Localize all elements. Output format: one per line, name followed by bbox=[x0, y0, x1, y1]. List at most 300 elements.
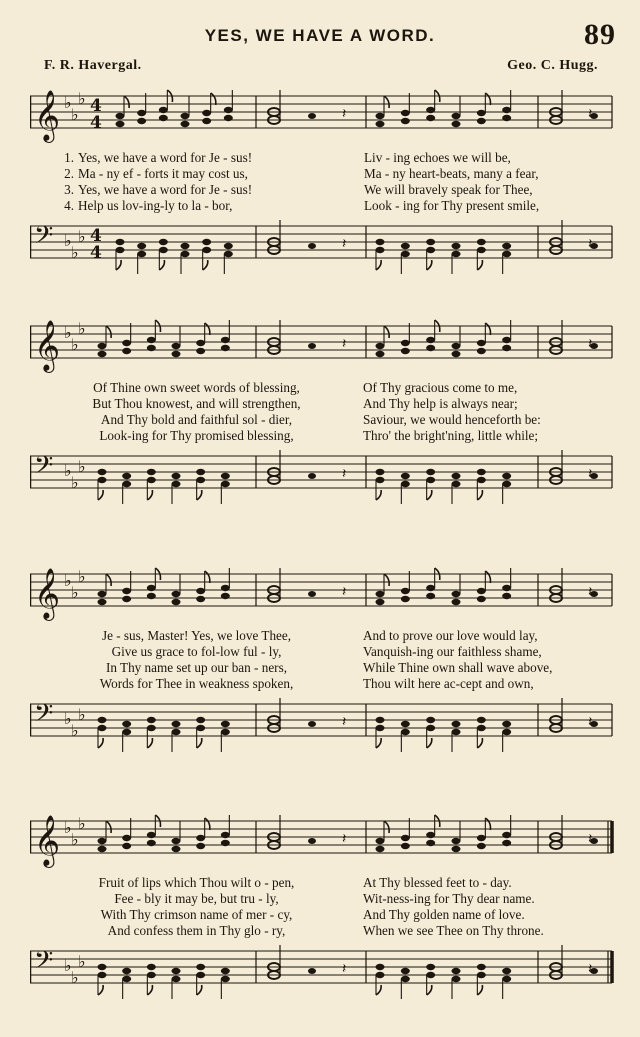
note-head bbox=[98, 469, 107, 475]
note-head bbox=[426, 469, 435, 475]
note-head bbox=[401, 340, 410, 346]
note-flag bbox=[203, 260, 208, 270]
note-head bbox=[196, 717, 205, 723]
note-head bbox=[202, 247, 211, 253]
note-head bbox=[401, 118, 410, 124]
flat-icon: ♭ bbox=[78, 952, 86, 971]
note-head bbox=[221, 729, 230, 735]
note-flag bbox=[124, 96, 129, 108]
lyric-second-half: At Thy blessed feet to - day. bbox=[363, 875, 512, 890]
lyric-line bbox=[30, 166, 616, 182]
flat-icon: ♭ bbox=[71, 473, 79, 492]
note-head bbox=[196, 340, 205, 346]
note-head bbox=[116, 121, 125, 127]
note-flag bbox=[197, 738, 202, 748]
note-flag bbox=[477, 490, 482, 500]
note-head bbox=[502, 337, 511, 343]
note-head bbox=[426, 832, 435, 838]
note-head bbox=[426, 107, 435, 113]
note-head bbox=[159, 107, 168, 113]
flat-icon: ♭ bbox=[78, 457, 86, 476]
note-head bbox=[401, 596, 410, 602]
note-head bbox=[122, 588, 131, 594]
time-signature-bottom: 4 bbox=[90, 113, 102, 133]
note-flag bbox=[116, 260, 121, 270]
note-head bbox=[172, 838, 181, 844]
note-head bbox=[452, 343, 461, 349]
note-head bbox=[221, 976, 230, 982]
rest-icon: 𝄽 bbox=[588, 714, 593, 730]
note-head bbox=[159, 247, 168, 253]
note-flag bbox=[376, 985, 381, 995]
note-flag bbox=[376, 738, 381, 748]
lyric-line bbox=[30, 676, 616, 692]
note-head bbox=[426, 840, 435, 846]
note-head bbox=[376, 838, 385, 844]
lyric-second-half: Vanquish-ing our faithless shame, bbox=[363, 644, 542, 659]
note-head bbox=[426, 477, 435, 483]
note-head bbox=[98, 846, 107, 852]
note-head bbox=[477, 348, 486, 354]
lyric-second-half: And to prove our love would lay, bbox=[363, 628, 538, 643]
note-head bbox=[147, 345, 156, 351]
quarter-note bbox=[308, 243, 316, 249]
lyric-line bbox=[30, 182, 616, 198]
note-head bbox=[477, 843, 486, 849]
verse-number: 1. bbox=[64, 150, 74, 165]
note-head bbox=[147, 832, 156, 838]
note-head bbox=[224, 243, 233, 249]
treble-staff bbox=[30, 566, 616, 626]
note-head bbox=[221, 968, 230, 974]
flat-icon: ♭ bbox=[78, 814, 86, 833]
note-head bbox=[452, 351, 461, 357]
note-head bbox=[116, 113, 125, 119]
lyric-first-half: Give us grace to fol-low ful - ly, bbox=[111, 644, 282, 659]
note-flag bbox=[147, 738, 152, 748]
flat-icon: ♭ bbox=[71, 335, 79, 354]
note-head bbox=[98, 838, 107, 844]
note-head bbox=[147, 469, 156, 475]
note-flag bbox=[205, 323, 210, 335]
note-head bbox=[181, 251, 190, 257]
note-head bbox=[401, 348, 410, 354]
note-head bbox=[452, 243, 461, 249]
flat-icon: ♭ bbox=[64, 231, 72, 250]
note-head bbox=[159, 115, 168, 121]
note-head bbox=[502, 832, 511, 838]
flat-icon: ♭ bbox=[78, 705, 86, 724]
note-head bbox=[477, 469, 486, 475]
note-head bbox=[376, 725, 385, 731]
note-head bbox=[221, 593, 230, 599]
note-head bbox=[172, 481, 181, 487]
note-head bbox=[426, 593, 435, 599]
note-head bbox=[181, 121, 190, 127]
note-head bbox=[376, 343, 385, 349]
note-flag bbox=[384, 96, 389, 108]
note-flag bbox=[106, 326, 111, 338]
lyrics-block bbox=[30, 380, 616, 446]
lyric-line bbox=[30, 644, 616, 660]
lyric-first-half: Help us lov-ing-ly to la - bor, bbox=[78, 198, 233, 213]
note-head bbox=[147, 717, 156, 723]
note-head bbox=[224, 115, 233, 121]
lyric-first-half: Ma - ny ef - forts it may cost us, bbox=[78, 166, 248, 181]
lyric-line bbox=[30, 891, 616, 907]
note-flag bbox=[384, 574, 389, 586]
bass-staff bbox=[30, 943, 616, 1003]
note-flag bbox=[485, 571, 490, 583]
quarter-note bbox=[308, 473, 316, 479]
note-head bbox=[502, 345, 511, 351]
lyric-second-half: Saviour, we would henceforth be: bbox=[363, 412, 541, 427]
note-head bbox=[502, 840, 511, 846]
lyric-second-half: And Thy golden name of love. bbox=[363, 907, 525, 922]
note-head bbox=[147, 477, 156, 483]
note-head bbox=[502, 585, 511, 591]
note-head bbox=[159, 239, 168, 245]
lyric-first-half: And Thy bold and faithful sol - dier, bbox=[100, 412, 293, 427]
note-head bbox=[196, 972, 205, 978]
note-head bbox=[98, 351, 107, 357]
note-flag bbox=[205, 571, 210, 583]
note-head bbox=[401, 251, 410, 257]
note-head bbox=[172, 729, 181, 735]
lyric-second-half: We will bravely speak for Thee, bbox=[364, 182, 533, 197]
note-head bbox=[376, 591, 385, 597]
note-head bbox=[196, 596, 205, 602]
rest-icon: 𝄽 bbox=[588, 106, 593, 122]
note-flag bbox=[427, 490, 432, 500]
note-head bbox=[122, 968, 131, 974]
note-head bbox=[137, 118, 146, 124]
note-head bbox=[452, 473, 461, 479]
composer-credit: Geo. C. Hugg. bbox=[507, 58, 598, 73]
note-head bbox=[502, 481, 511, 487]
note-head bbox=[376, 964, 385, 970]
note-head bbox=[502, 721, 511, 727]
note-head bbox=[196, 469, 205, 475]
lyric-first-half: Yes, we have a word for Je - sus! bbox=[78, 182, 253, 197]
note-head bbox=[401, 729, 410, 735]
note-head bbox=[426, 115, 435, 121]
lyric-second-half: Thou wilt here ac-cept and own, bbox=[363, 676, 534, 691]
verse-number: 2. bbox=[64, 166, 74, 181]
quarter-note bbox=[308, 113, 316, 119]
note-head bbox=[477, 340, 486, 346]
note-head bbox=[376, 846, 385, 852]
note-flag bbox=[485, 93, 490, 105]
note-head bbox=[172, 343, 181, 349]
note-head bbox=[172, 599, 181, 605]
verse-number: 3. bbox=[64, 182, 74, 197]
treble-clef-icon: 𝄞 bbox=[34, 568, 61, 619]
note-head bbox=[122, 340, 131, 346]
rest-icon: 𝄽 bbox=[342, 714, 347, 730]
quarter-note bbox=[308, 591, 316, 597]
note-head bbox=[477, 118, 486, 124]
note-head bbox=[426, 972, 435, 978]
hymn-title: YES, WE HAVE A WORD. bbox=[204, 26, 436, 45]
note-head bbox=[147, 593, 156, 599]
note-head bbox=[172, 976, 181, 982]
note-head bbox=[122, 596, 131, 602]
lyric-first-half: With Thy crimson name of mer - cy, bbox=[100, 907, 293, 922]
note-flag bbox=[477, 738, 482, 748]
lyric-second-half: Of Thy gracious come to me, bbox=[363, 380, 518, 395]
note-flag bbox=[427, 738, 432, 748]
note-flag bbox=[376, 490, 381, 500]
note-head bbox=[502, 968, 511, 974]
bass-staff bbox=[30, 448, 616, 508]
verse-number: 4. bbox=[64, 198, 74, 213]
lyric-line bbox=[30, 660, 616, 676]
bass-clef-icon: 𝄢 bbox=[34, 451, 54, 486]
lyric-line bbox=[30, 198, 616, 214]
note-flag bbox=[205, 818, 210, 830]
flat-icon: ♭ bbox=[71, 830, 79, 849]
flat-icon: ♭ bbox=[71, 105, 79, 124]
lyric-second-half: Look - ing for Thy present smile, bbox=[364, 198, 540, 213]
rest-icon: 𝄽 bbox=[588, 584, 593, 600]
note-head bbox=[401, 243, 410, 249]
rest-icon: 𝄽 bbox=[588, 466, 593, 482]
lyric-second-half: While Thine own shall wave above, bbox=[363, 660, 553, 675]
note-flag bbox=[211, 93, 216, 105]
note-head bbox=[401, 976, 410, 982]
lyric-first-half: Look-ing for Thy promised blessing, bbox=[99, 428, 294, 443]
note-head bbox=[181, 113, 190, 119]
note-head bbox=[196, 835, 205, 841]
note-head bbox=[221, 832, 230, 838]
note-head bbox=[122, 473, 131, 479]
note-head bbox=[221, 585, 230, 591]
rest-icon: 𝄽 bbox=[342, 336, 347, 352]
treble-clef-icon: 𝄞 bbox=[34, 90, 61, 141]
note-head bbox=[98, 477, 107, 483]
note-head bbox=[376, 239, 385, 245]
note-head bbox=[221, 721, 230, 727]
note-head bbox=[147, 585, 156, 591]
lyric-second-half: Liv - ing echoes we will be, bbox=[364, 150, 511, 165]
flat-icon: ♭ bbox=[71, 243, 79, 262]
lyric-line bbox=[30, 907, 616, 923]
note-head bbox=[401, 843, 410, 849]
note-head bbox=[147, 840, 156, 846]
note-flag bbox=[485, 818, 490, 830]
lyric-first-half: Je - sus, Master! Yes, we love Thee, bbox=[101, 628, 292, 643]
note-head bbox=[202, 239, 211, 245]
note-head bbox=[376, 599, 385, 605]
rest-icon: 𝄽 bbox=[588, 961, 593, 977]
lyric-line bbox=[30, 875, 616, 891]
flat-icon: ♭ bbox=[78, 319, 86, 338]
treble-staff bbox=[30, 813, 616, 873]
rest-icon: 𝄽 bbox=[588, 236, 593, 252]
note-head bbox=[452, 729, 461, 735]
note-head bbox=[426, 585, 435, 591]
note-head bbox=[426, 717, 435, 723]
lyrics-block bbox=[30, 150, 616, 216]
note-head bbox=[452, 251, 461, 257]
note-flag bbox=[98, 738, 103, 748]
note-flag bbox=[106, 821, 111, 833]
note-head bbox=[477, 972, 486, 978]
note-flag bbox=[485, 323, 490, 335]
note-head bbox=[452, 599, 461, 605]
note-head bbox=[426, 337, 435, 343]
flat-icon: ♭ bbox=[78, 567, 86, 586]
lyric-line bbox=[30, 412, 616, 428]
note-head bbox=[502, 107, 511, 113]
note-flag bbox=[106, 574, 111, 586]
note-head bbox=[147, 337, 156, 343]
note-head bbox=[401, 721, 410, 727]
note-head bbox=[137, 243, 146, 249]
flat-icon: ♭ bbox=[71, 968, 79, 987]
note-head bbox=[376, 477, 385, 483]
note-head bbox=[98, 717, 107, 723]
note-head bbox=[477, 725, 486, 731]
rest-icon: 𝄽 bbox=[342, 106, 347, 122]
note-head bbox=[477, 477, 486, 483]
rest-icon: 𝄽 bbox=[588, 336, 593, 352]
note-head bbox=[452, 976, 461, 982]
note-head bbox=[452, 846, 461, 852]
note-head bbox=[196, 588, 205, 594]
lyric-line bbox=[30, 380, 616, 396]
note-head bbox=[196, 477, 205, 483]
note-flag bbox=[384, 821, 389, 833]
note-head bbox=[172, 473, 181, 479]
note-head bbox=[172, 591, 181, 597]
note-flag bbox=[147, 985, 152, 995]
note-head bbox=[477, 596, 486, 602]
note-flag bbox=[197, 490, 202, 500]
lyric-second-half: Thro' the bright'ning, little while; bbox=[363, 428, 539, 443]
note-head bbox=[98, 599, 107, 605]
note-head bbox=[122, 976, 131, 982]
time-signature-top: 4 bbox=[90, 226, 102, 246]
lyric-second-half: Wit-ness-ing for Thy dear name. bbox=[363, 891, 535, 906]
note-head bbox=[147, 725, 156, 731]
note-head bbox=[452, 121, 461, 127]
lyric-line bbox=[30, 150, 616, 166]
time-signature-bottom: 4 bbox=[90, 243, 102, 263]
note-head bbox=[426, 247, 435, 253]
note-head bbox=[401, 110, 410, 116]
bass-clef-icon: 𝄢 bbox=[34, 699, 54, 734]
note-head bbox=[401, 588, 410, 594]
quarter-note bbox=[308, 968, 316, 974]
note-head bbox=[401, 968, 410, 974]
treble-staff bbox=[30, 318, 616, 378]
quarter-note bbox=[308, 838, 316, 844]
treble-clef-icon: 𝄞 bbox=[34, 815, 61, 866]
note-flag bbox=[427, 260, 432, 270]
note-head bbox=[502, 473, 511, 479]
lyric-first-half: But Thou knowest, and will strengthen, bbox=[92, 396, 301, 411]
note-head bbox=[426, 345, 435, 351]
lyric-first-half: In Thy name set up our ban - ners, bbox=[105, 660, 288, 675]
note-head bbox=[172, 968, 181, 974]
note-head bbox=[452, 721, 461, 727]
lyric-first-half: Fee - bly it may be, but tru - ly, bbox=[114, 891, 279, 906]
note-flag bbox=[98, 985, 103, 995]
note-head bbox=[116, 239, 125, 245]
lyrics-block bbox=[30, 628, 616, 694]
note-flag bbox=[197, 985, 202, 995]
note-head bbox=[452, 968, 461, 974]
note-flag bbox=[427, 985, 432, 995]
lyric-first-half: Of Thine own sweet words of blessing, bbox=[93, 380, 300, 395]
page-number: 89 bbox=[584, 18, 616, 51]
note-head bbox=[202, 110, 211, 116]
flat-icon: ♭ bbox=[78, 89, 86, 108]
flat-icon: ♭ bbox=[71, 721, 79, 740]
note-head bbox=[196, 725, 205, 731]
note-head bbox=[477, 964, 486, 970]
note-head bbox=[172, 721, 181, 727]
lyric-second-half: And Thy help is always near; bbox=[363, 396, 518, 411]
note-head bbox=[452, 481, 461, 487]
quarter-note bbox=[308, 721, 316, 727]
note-head bbox=[98, 972, 107, 978]
note-head bbox=[376, 351, 385, 357]
note-head bbox=[401, 481, 410, 487]
rest-icon: 𝄽 bbox=[342, 831, 347, 847]
note-head bbox=[477, 247, 486, 253]
flat-icon: ♭ bbox=[64, 818, 72, 837]
note-head bbox=[426, 725, 435, 731]
note-head bbox=[98, 591, 107, 597]
note-head bbox=[122, 481, 131, 487]
note-flag bbox=[98, 490, 103, 500]
note-head bbox=[98, 964, 107, 970]
note-head bbox=[137, 251, 146, 257]
note-head bbox=[477, 835, 486, 841]
note-head bbox=[122, 835, 131, 841]
note-flag bbox=[147, 490, 152, 500]
note-head bbox=[98, 343, 107, 349]
note-head bbox=[196, 348, 205, 354]
note-head bbox=[477, 588, 486, 594]
note-head bbox=[452, 113, 461, 119]
note-head bbox=[477, 110, 486, 116]
lyric-first-half: And confess them in Thy glo - ry, bbox=[107, 923, 286, 938]
note-head bbox=[376, 717, 385, 723]
lyric-line bbox=[30, 628, 616, 644]
bass-staff bbox=[30, 696, 616, 756]
note-head bbox=[122, 721, 131, 727]
note-head bbox=[502, 115, 511, 121]
note-head bbox=[452, 591, 461, 597]
note-head bbox=[122, 843, 131, 849]
note-head bbox=[147, 972, 156, 978]
note-head bbox=[224, 251, 233, 257]
note-head bbox=[376, 469, 385, 475]
note-head bbox=[172, 351, 181, 357]
flat-icon: ♭ bbox=[64, 323, 72, 342]
rest-icon: 𝄽 bbox=[342, 466, 347, 482]
note-head bbox=[181, 243, 190, 249]
bass-staff bbox=[30, 218, 616, 278]
flat-icon: ♭ bbox=[78, 227, 86, 246]
note-head bbox=[376, 972, 385, 978]
lyric-first-half: Fruit of lips which Thou wilt o - pen, bbox=[98, 875, 295, 890]
note-flag bbox=[477, 985, 482, 995]
